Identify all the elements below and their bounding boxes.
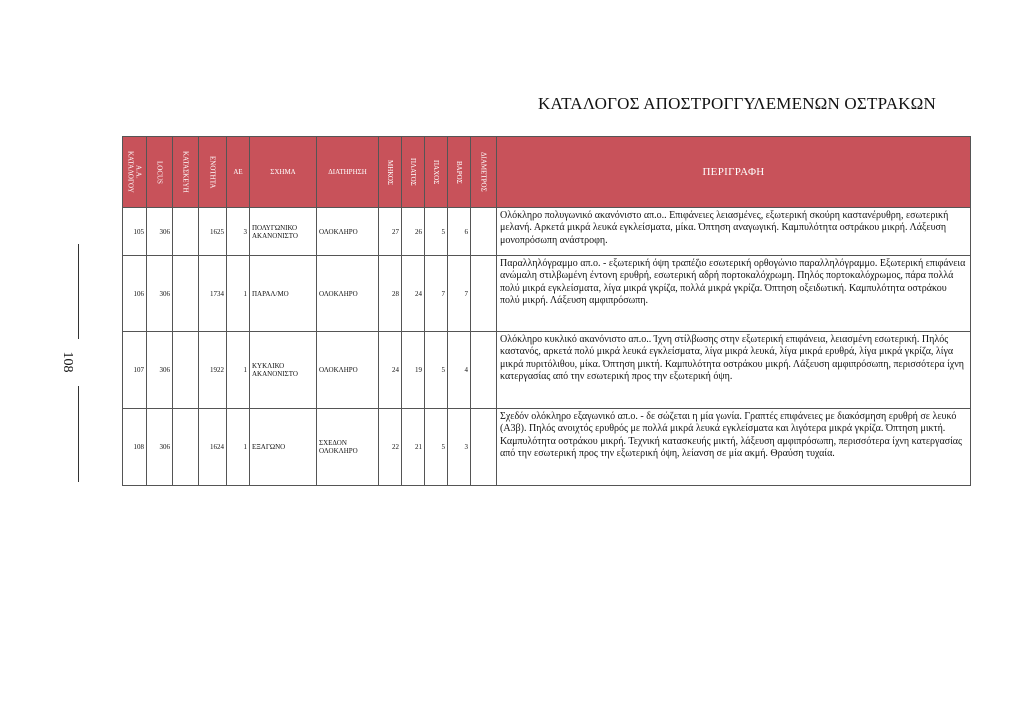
side-rule-bottom bbox=[78, 386, 79, 482]
cell-enotita: 1624 bbox=[199, 409, 227, 486]
cell-perigrafi: Παραλληλόγραμμο απ.ο. - εξωτερική όψη τραπέζιο εσωτερική ορθογώνιο παραλληλόγραμμο. Εξωτερική επιφάνεια ανώμαλη στιλβωμένη έντονη ερυθρή, εσωτερική αδρή πορτοκαλόχρωμη. Πηλός πορτοκαλόχρωμος, πάρα πολλά πολύ μικρά εγκλείσματα, λίγα μικρά γκρίζα, πολλά μικρά γκρίζα. Όπτηση οξειδωτική. Καμπυλότητα οστράκου πολύ μικρή. Λάξευση αμφιπρόσωπη. bbox=[497, 256, 971, 332]
cell-diametros bbox=[471, 409, 497, 486]
page-title: ΚΑΤΑΛΟΓΟΣ ΑΠΟΣΤΡΟΓΓΥΛΕΜΕΝΩΝ ΟΣΤΡΑΚΩΝ bbox=[538, 94, 936, 113]
cell-perigrafi: Σχεδόν ολόκληρο εξαγωνικό απ.ο. - δε σώζεται η μία γωνία. Γραπτές επιφάνειες με διακόσμηση ερυθρή σε λευκό (Α3β). Πηλός ανοιχτός ερυθρός με πολλά μικρά λευκά εγκλείσματα και λιγότερα μικρά γκρίζα. Όπτηση μικτή. Καμπυλότητα οστράκου μικρή. Τεχνική κατασκευής μικτή, λάξευση αμφιπρόσωπη, περισσότερα ίχνη κατεργασίας από την εσωτερική προς την εξωτερική όψη, λείανση σε μία ακμή. Θραύση τυχαία. bbox=[497, 409, 971, 486]
cell-pachos: 7 bbox=[425, 256, 448, 332]
cell-platos: 19 bbox=[402, 332, 425, 409]
cell-diametros bbox=[471, 256, 497, 332]
header-schima: ΣΧΗΜΑ bbox=[250, 137, 317, 208]
header-diametros: ΔΙΑΜΕΤΡΟΣ bbox=[471, 137, 497, 208]
cell-enotita: 1625 bbox=[199, 208, 227, 256]
cell-schima: ΚΥΚΛΙΚΟ ΑΚΑΝΟΝΙΣΤΟ bbox=[250, 332, 317, 409]
header-pachos: ΠΑΧΟΣ bbox=[425, 137, 448, 208]
page-number: 108 bbox=[60, 351, 75, 373]
cell-mikos: 28 bbox=[379, 256, 402, 332]
cell-ae: 1 bbox=[227, 332, 250, 409]
cell-diatirisi: ΟΛΟΚΛΗΡΟ bbox=[317, 208, 379, 256]
cell-diatirisi: ΟΛΟΚΛΗΡΟ bbox=[317, 256, 379, 332]
cell-locus: 306 bbox=[147, 208, 173, 256]
catalog-table bbox=[122, 136, 971, 486]
header-locus: LOCUS bbox=[147, 137, 173, 208]
cell-mikos: 27 bbox=[379, 208, 402, 256]
table-header-row bbox=[123, 137, 971, 208]
cell-perigrafi: Ολόκληρο κυκλικό ακανόνιστο απ.ο.. Ίχνη στίλβωσης στην εξωτερική επιφάνεια, λειασμένη εσωτερική. Πηλός καστανός, αρκετά πολύ μικρά λευκά εγκλείσματα, λίγα μικρά λευκά, λίγα μικρά ερυθρά, λίγα μικρά γκρίζα, λίγα μικρά πυριτόλιθου, μίκα. Όπτηση μικτή. Καμπυλότητα οστράκου μικρή. Λάξευση αμφιπρόσωπη, περισσότερα ίχνη κατεργασίας από την εσωτερική προς την εξωτερική όψη. bbox=[497, 332, 971, 409]
table-row bbox=[123, 332, 971, 409]
cell-perigrafi: Ολόκληρο πολυγωνικό ακανόνιστο απ.ο.. Επιφάνειες λειασμένες, εξωτερική σκούρη καστανέρυθρη, εσωτερική μελανή. Αρκετά μικρά λευκά εγκλείσματα, μίκα. Όπτηση αναγωγική. Καμπυλότητα οστράκου μικρή. Λάξευση μονοπρόσωπη ανάστροφη. bbox=[497, 208, 971, 256]
cell-aa: 105 bbox=[123, 208, 147, 256]
cell-schima: ΠΑΡΑΛ/ΜΟ bbox=[250, 256, 317, 332]
cell-ae: 1 bbox=[227, 409, 250, 486]
header-platos: ΠΛΑΤΟΣ bbox=[402, 137, 425, 208]
cell-aa: 106 bbox=[123, 256, 147, 332]
cell-locus: 306 bbox=[147, 256, 173, 332]
cell-kataskevi bbox=[173, 256, 199, 332]
cell-varos: 6 bbox=[448, 208, 471, 256]
cell-locus: 306 bbox=[147, 409, 173, 486]
table-row bbox=[123, 256, 971, 332]
table-row bbox=[123, 208, 971, 256]
cell-schima: ΠΟΛΥΓΩΝΙΚΟ ΑΚΑΝΟΝΙΣΤΟ bbox=[250, 208, 317, 256]
cell-pachos: 5 bbox=[425, 409, 448, 486]
cell-ae: 1 bbox=[227, 256, 250, 332]
header-varos: ΒΑΡΟΣ bbox=[448, 137, 471, 208]
cell-pachos: 5 bbox=[425, 208, 448, 256]
cell-enotita: 1734 bbox=[199, 256, 227, 332]
header-enotita: ΕΝΟΤΗΤΑ bbox=[199, 137, 227, 208]
cell-pachos: 5 bbox=[425, 332, 448, 409]
cell-kataskevi bbox=[173, 409, 199, 486]
cell-kataskevi bbox=[173, 332, 199, 409]
cell-diametros bbox=[471, 332, 497, 409]
cell-varos: 4 bbox=[448, 332, 471, 409]
cell-varos: 7 bbox=[448, 256, 471, 332]
cell-ae: 3 bbox=[227, 208, 250, 256]
header-diatirisi: ΔΙΑΤΗΡΗΣΗ bbox=[317, 137, 379, 208]
cell-schima: ΕΞΑΓΩΝΟ bbox=[250, 409, 317, 486]
cell-mikos: 24 bbox=[379, 332, 402, 409]
header-perigrafi: ΠΕΡΙΓΡΑΦΗ bbox=[497, 137, 971, 208]
cell-varos: 3 bbox=[448, 409, 471, 486]
cell-locus: 306 bbox=[147, 332, 173, 409]
cell-platos: 24 bbox=[402, 256, 425, 332]
cell-diatirisi: ΣΧΕΔΟΝ ΟΛΟΚΛΗΡΟ bbox=[317, 409, 379, 486]
cell-mikos: 22 bbox=[379, 409, 402, 486]
cell-aa: 107 bbox=[123, 332, 147, 409]
header-ae: ΑΕ bbox=[227, 137, 250, 208]
header-mikos: ΜΗΚΟΣ bbox=[379, 137, 402, 208]
header-kataskevi: ΚΑΤΑΣΚΕΥΗ bbox=[173, 137, 199, 208]
cell-diametros bbox=[471, 208, 497, 256]
side-rule-top bbox=[78, 244, 79, 339]
table-row bbox=[123, 409, 971, 486]
cell-platos: 21 bbox=[402, 409, 425, 486]
cell-diatirisi: ΟΛΟΚΛΗΡΟ bbox=[317, 332, 379, 409]
cell-aa: 108 bbox=[123, 409, 147, 486]
header-aa: Α.Α. ΚΑΤΑΛΟΓΟΥ bbox=[123, 137, 147, 208]
cell-kataskevi bbox=[173, 208, 199, 256]
cell-platos: 26 bbox=[402, 208, 425, 256]
cell-enotita: 1922 bbox=[199, 332, 227, 409]
